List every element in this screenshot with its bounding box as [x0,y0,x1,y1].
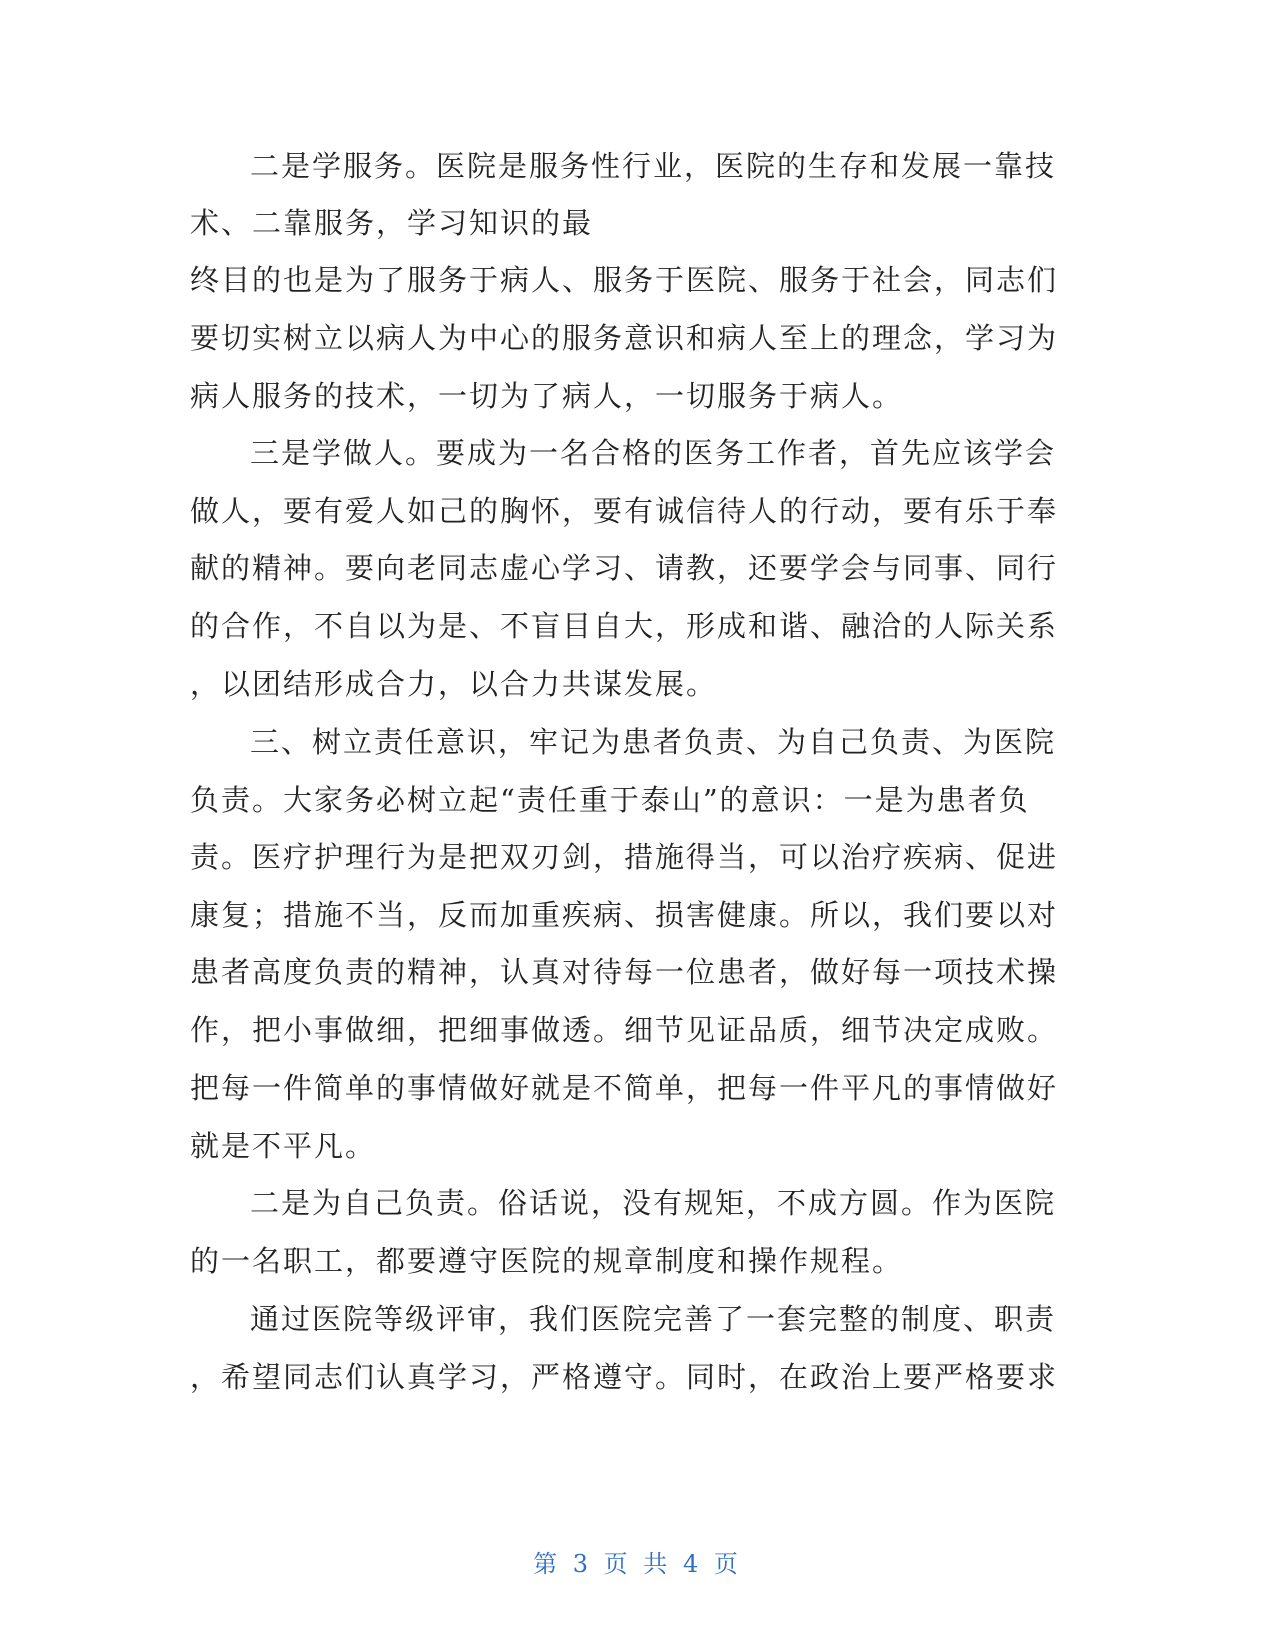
page-number-footer: 第 3 页 共 4 页 [533,1550,742,1578]
text-line: ，希望同志们认真学习，严格遵守。同时，在政治上要严格要求 [190,1360,1059,1394]
text-line: 病人服务的技术，一切为了病人，一切服务于病人。 [190,379,904,413]
text-line: 终目的也是为了服务于病人、服务于医院、服务于社会，同志们 [190,263,1059,297]
text-line: 献的精神。要向老同志虚心学习、请教，还要学会与同事、同行 [190,551,1059,585]
text-line: 把每一件简单的事情做好就是不简单，把每一件平凡的事情做好 [190,1071,1059,1105]
text-line: 负责。大家务必树立起“责任重于泰山”的意识：一是为患者负 [190,783,1030,817]
text-line: 责。医疗护理行为是把双刃剑，措施得当，可以治疗疾病、促进 [190,840,1059,874]
text-line: ，以团结形成合力，以合力共谋发展。 [190,667,718,701]
text-line: 患者高度负责的精神，认真对待每一位患者，做好每一项技术操 [190,955,1059,989]
text-line: 康复；措施不当，反而加重疾病、损害健康。所以，我们要以对 [190,898,1059,932]
text-line: 术、二靠服务，学习知识的最 [190,206,594,240]
text-line: 三、树立责任意识，牢记为患者负责、为自己负责、为医院 [250,725,1057,759]
text-line: 通过医院等级评审，我们医院完善了一套完整的制度、职责 [250,1302,1057,1336]
text-line: 作，把小事做细，把细事做透。细节见证品质，细节决定成败。 [190,1013,1059,1047]
text-line: 要切实树立以病人为中心的服务意识和病人至上的理念，学习为 [190,321,1059,355]
text-line: 二是学服务。医院是服务性行业，医院的生存和发展一靠技 [250,149,1057,183]
text-line: 就是不平凡。 [190,1129,377,1163]
text-line: 做人，要有爱人如己的胸怀，要有诚信待人的行动，要有乐于奉 [190,494,1059,528]
text-line: 的一名职工，都要遵守医院的规章制度和操作规程。 [190,1244,904,1278]
text-line: 三是学做人。要成为一名合格的医务工作者，首先应该学会 [250,436,1057,470]
text-line: 二是为自己负责。俗话说，没有规矩，不成方圆。作为医院 [250,1186,1057,1220]
text-line: 的合作，不自以为是、不盲目自大，形成和谐、融洽的人际关系 [190,609,1059,643]
